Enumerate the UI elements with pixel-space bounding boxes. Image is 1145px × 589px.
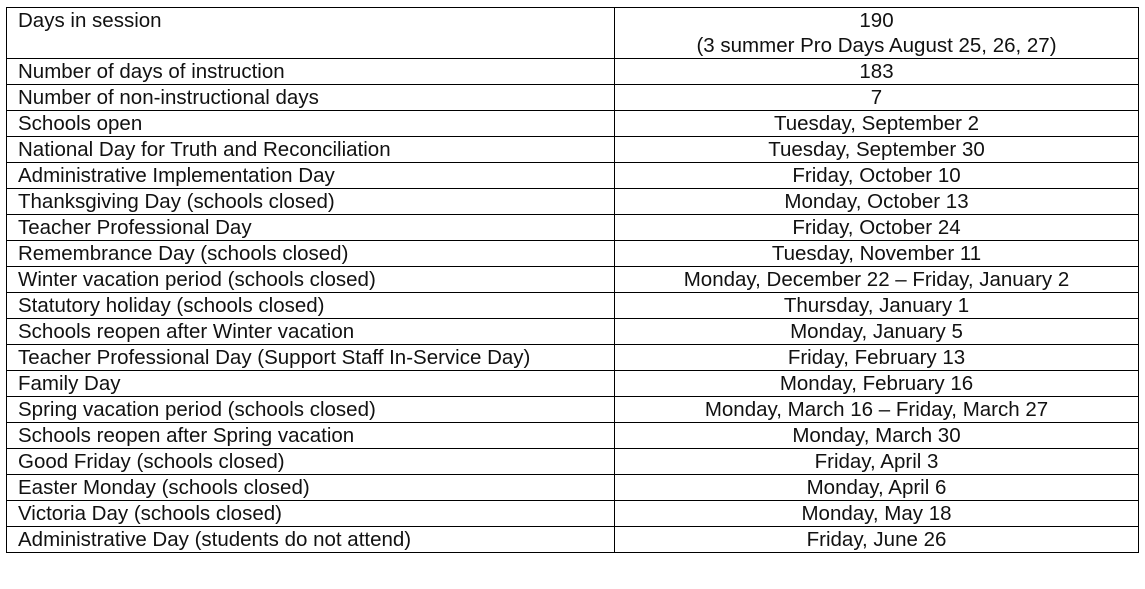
row-label: Administrative Day (students do not attend) — [7, 527, 615, 553]
row-value: Monday, December 22 – Friday, January 2 — [615, 267, 1139, 293]
row-label: Family Day — [7, 371, 615, 397]
row-label: Administrative Implementation Day — [7, 163, 615, 189]
row-value: Monday, March 30 — [615, 423, 1139, 449]
row-label: Teacher Professional Day (Support Staff In-Service Day) — [7, 345, 615, 371]
row-value: Tuesday, September 30 — [615, 137, 1139, 163]
table-row — [7, 8, 1139, 59]
row-label: Number of non-instructional days — [7, 85, 615, 111]
row-label: Remembrance Day (schools closed) — [7, 241, 615, 267]
row-value: Tuesday, September 2 — [615, 111, 1139, 137]
row-label: National Day for Truth and Reconciliation — [7, 137, 615, 163]
table-row — [7, 293, 1139, 319]
row-label: Schools reopen after Spring vacation — [7, 423, 615, 449]
table-row — [7, 85, 1139, 111]
table-row — [7, 215, 1139, 241]
row-label: Victoria Day (schools closed) — [7, 501, 615, 527]
row-label: Good Friday (schools closed) — [7, 449, 615, 475]
row-label: Schools reopen after Winter vacation — [7, 319, 615, 345]
row-label: Number of days of instruction — [7, 59, 615, 85]
row-value: Friday, April 3 — [615, 449, 1139, 475]
table-row — [7, 241, 1139, 267]
table-row — [7, 527, 1139, 553]
row-value: Friday, October 10 — [615, 163, 1139, 189]
table-row — [7, 163, 1139, 189]
table-row — [7, 267, 1139, 293]
row-value: Monday, April 6 — [615, 475, 1139, 501]
table-row — [7, 189, 1139, 215]
row-label: Statutory holiday (schools closed) — [7, 293, 615, 319]
table-row — [7, 449, 1139, 475]
table-row — [7, 345, 1139, 371]
row-value: Monday, January 5 — [615, 319, 1139, 345]
row-value: Monday, October 13 — [615, 189, 1139, 215]
summer-pro-days-note: (3 summer Pro Days August 25, 26, 27) — [696, 34, 1057, 57]
table-row — [7, 501, 1139, 527]
row-label: Thanksgiving Day (schools closed) — [7, 189, 615, 215]
row-value: Friday, February 13 — [615, 345, 1139, 371]
table-row — [7, 111, 1139, 137]
table-row — [7, 397, 1139, 423]
row-label: Easter Monday (schools closed) — [7, 475, 615, 501]
table-row — [7, 319, 1139, 345]
table-row — [7, 423, 1139, 449]
school-calendar-table — [6, 7, 1139, 553]
row-value: Monday, February 16 — [615, 371, 1139, 397]
table-row — [7, 475, 1139, 501]
row-value: Thursday, January 1 — [615, 293, 1139, 319]
table-row — [7, 371, 1139, 397]
row-value: Tuesday, November 11 — [615, 241, 1139, 267]
row-value: Monday, March 16 – Friday, March 27 — [615, 397, 1139, 423]
row-label: Schools open — [7, 111, 615, 137]
row-label: Days in session — [7, 8, 615, 59]
row-value: 183 — [615, 59, 1139, 85]
days-in-session-value: 190 — [859, 9, 894, 32]
row-label: Spring vacation period (schools closed) — [7, 397, 615, 423]
row-value: Monday, May 18 — [615, 501, 1139, 527]
table-row — [7, 137, 1139, 163]
row-label: Winter vacation period (schools closed) — [7, 267, 615, 293]
row-value: Friday, June 26 — [615, 527, 1139, 553]
row-label: Teacher Professional Day — [7, 215, 615, 241]
table-row — [7, 59, 1139, 85]
row-value: Friday, October 24 — [615, 215, 1139, 241]
row-value — [615, 8, 1139, 59]
row-value: 7 — [615, 85, 1139, 111]
